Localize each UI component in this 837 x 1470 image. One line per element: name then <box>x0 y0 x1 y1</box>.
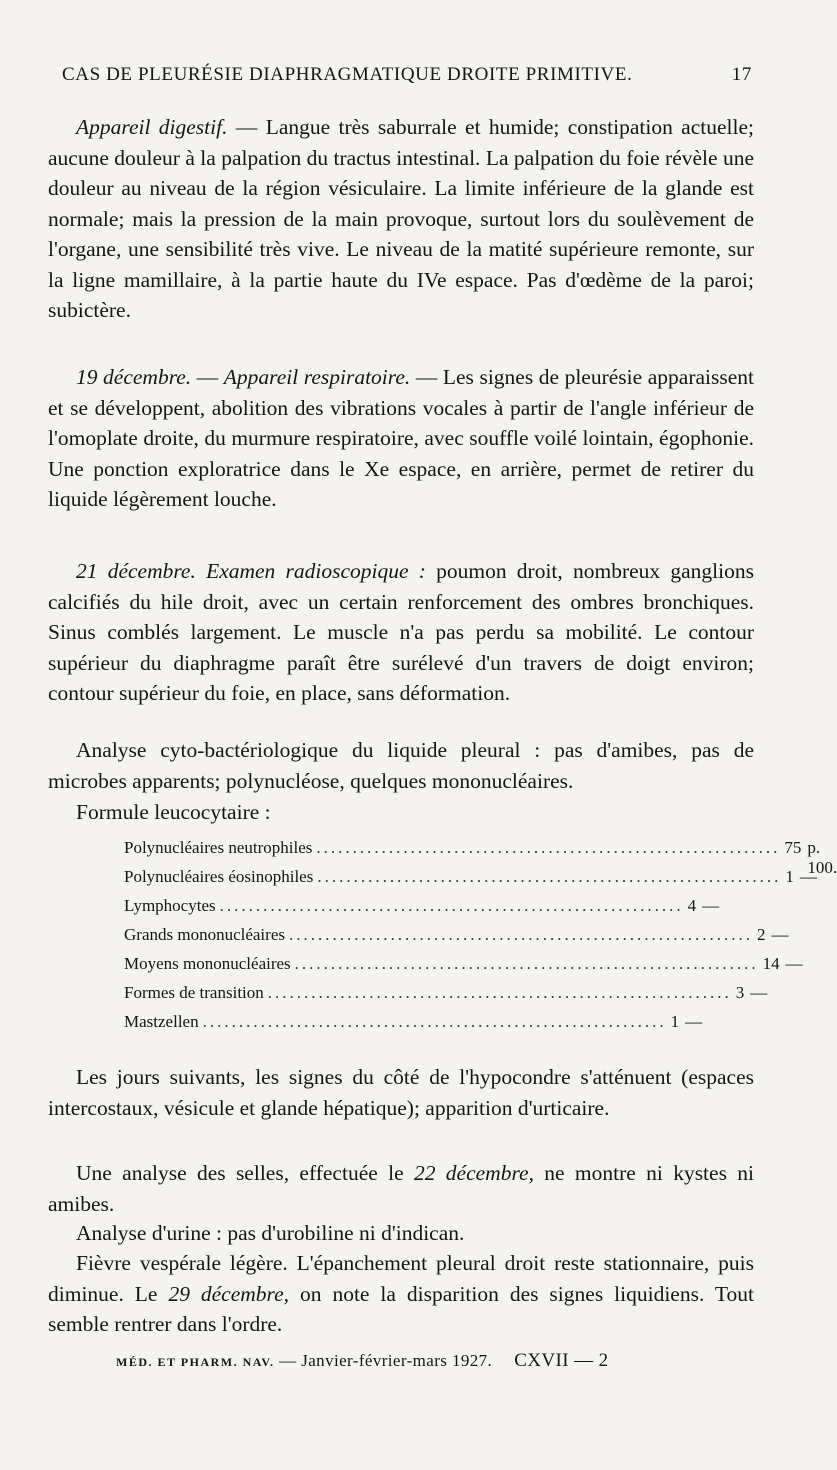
running-title: CAS DE PLEURÉSIE DIAPHRAGMATIQUE DROITE PRIMITIVE. <box>62 64 633 85</box>
leader-dots: ................................................................ <box>202 1012 667 1031</box>
row-label: Lymphocytes <box>124 896 216 915</box>
row-unit: p. 100. <box>807 838 837 877</box>
leader-dots: ................................................................ <box>317 867 782 886</box>
date-label: 22 décembre, <box>413 1161 534 1185</box>
row-label: Polynucléaires éosinophiles <box>124 867 314 886</box>
date-label: 19 décembre. <box>76 365 192 389</box>
row-value: 1 <box>670 1012 680 1031</box>
table-row <box>124 896 720 925</box>
leukocyte-formula-table <box>124 838 837 1041</box>
row-label: Polynucléaires neutrophiles <box>124 838 313 857</box>
formula-heading: Formule leucocytaire : <box>76 800 271 824</box>
row-unit: — <box>771 925 789 944</box>
text-run: on note la disparition des signes liquidiens. Tout semble rentrer dans l'ordre. <box>48 1281 754 1336</box>
row-value: 75 <box>784 838 802 857</box>
paragraph-following-days: Les jours suivants, les signes du côté de l'hypocondre s'atténuent (espaces intercostaux, vésicule et glande hépatique); apparition d'urticaire. <box>48 1065 754 1120</box>
section-lead: 21 décembre. Examen radioscopique : <box>76 559 426 583</box>
text-run: Fièvre vespérale légère. L'épanchement pleural droit reste stationnaire, puis diminue. Le <box>48 1251 754 1306</box>
row-unit: — <box>785 954 803 973</box>
paragraph-urine-analysis: Analyse d'urine : pas d'urobiline ni d'indican. <box>76 1221 465 1245</box>
table-row <box>124 1012 703 1041</box>
row-value: 1 <box>785 867 794 886</box>
leader-dots: ................................................................ <box>267 983 732 1002</box>
row-unit: — <box>685 1012 703 1031</box>
leader-dots: ................................................................ <box>219 896 684 915</box>
row-label: Mastzellen <box>124 1012 199 1031</box>
leader-dots: ................................................................ <box>294 954 759 973</box>
page-number: 17 <box>731 64 752 85</box>
paragraph-digestive <box>48 112 754 326</box>
paragraph-cytology: Analyse cyto-bactériologique du liquide pleural : pas d'amibes, pas de microbes apparents; polynucléose, quelques mononucléaires. <box>48 738 754 793</box>
text-run: Une analyse des selles, effectuée le <box>76 1161 414 1185</box>
row-unit: — <box>750 983 768 1002</box>
row-label: Formes de transition <box>124 983 264 1002</box>
table-row <box>124 983 768 1012</box>
leader-dots: ................................................................ <box>288 925 753 944</box>
text-run: ne montre ni kystes ni amibes. <box>48 1161 754 1216</box>
paragraph-text: — Langue très saburrale et humide; constipation actuelle; aucune douleur à la palpation du tractus intestinal. La palpation du foie révèle une douleur au niveau de la région vésiculaire. La limite inférieure de la glande est normale; mais la pression de la main provoque, surtout lors du soulèvement de l'organe, une sensibilité très vive. Le niveau de la matité supérieure remonte, sur la ligne mamillaire, à la partie haute du IVe espace. Pas d'œdème de la paroi; subictère. <box>48 115 754 322</box>
row-label: Moyens mononucléaires <box>124 954 291 973</box>
paragraph-fever <box>48 1248 754 1340</box>
date-label: 29 décembre, <box>168 1281 290 1306</box>
paragraph-stool-analysis <box>48 1158 754 1219</box>
leader-dots: ................................................................ <box>316 838 781 857</box>
running-header <box>62 64 752 86</box>
paragraph-text: — Les signes de pleurésie apparaissent et se développent, abolition des vibrations vocales à partir de l'angle inférieur de l'omoplate droite, du murmure respiratoire, avec souffle voilé lointain, égophonie. Une ponction exploratrice dans le Xe espace, en arrière, permet de retirer du liquide légèrement louche. <box>48 365 754 511</box>
paragraph-radioscopy <box>48 556 754 709</box>
row-value: 4 <box>687 896 697 915</box>
row-unit: — <box>799 867 817 886</box>
paragraph-respiratory <box>48 362 754 515</box>
issue-date: — Janvier-février-mars 1927. <box>274 1351 493 1370</box>
paragraph-text: poumon droit, nombreux ganglions calcifiés du hile droit, avec un certain renforcement des ombres bronchiques. Sinus comblés largement. Le muscle n'a pas perdu sa mobilité. Le contour supérieur du diaphragme paraît être surélevé d'un travers de doigt environ; contour supérieur du foie, en place, sans déformation. <box>48 559 754 705</box>
row-value: 3 <box>735 983 745 1002</box>
table-row <box>124 954 803 983</box>
table-row <box>124 867 817 896</box>
row-label: Grands mononucléaires <box>124 925 285 944</box>
section-lead: Appareil respiratoire. <box>223 365 411 389</box>
page-footer <box>116 1350 716 1372</box>
dash: — <box>191 365 224 389</box>
journal-name: MÉD. ET PHARM. NAV. <box>116 1355 275 1369</box>
table-row <box>124 925 789 954</box>
row-unit: — <box>702 896 720 915</box>
row-value: 14 <box>762 954 780 973</box>
signature-code: CXVII — 2 <box>514 1350 609 1371</box>
section-lead: Appareil digestif. <box>76 115 228 139</box>
row-value: 2 <box>756 925 766 944</box>
